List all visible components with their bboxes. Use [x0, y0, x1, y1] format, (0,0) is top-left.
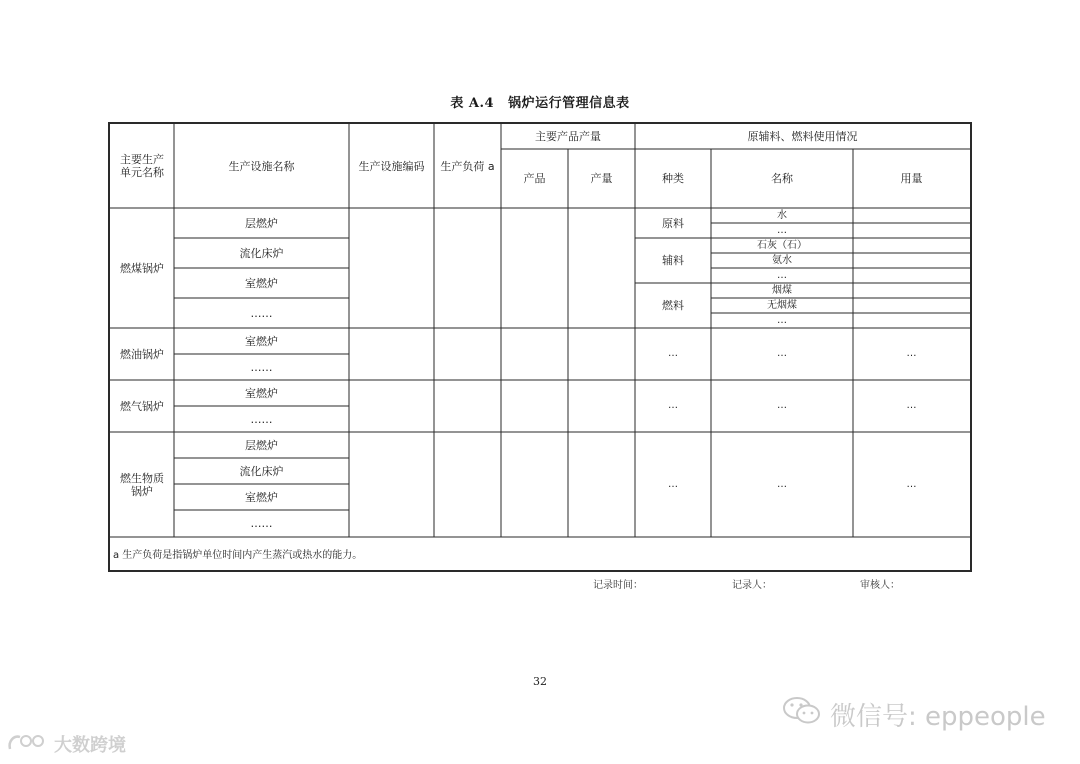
header-facility-name: 生产设施名称 — [228, 159, 295, 173]
table-title-text: 锅炉运行管理信息表 — [508, 96, 630, 111]
page-number: 32 — [533, 675, 547, 688]
wechat-watermark — [782, 696, 1072, 732]
unit-coal-boiler: 燃煤锅炉 — [120, 261, 164, 275]
facility-cell: 层燃炉 — [245, 438, 278, 452]
ellipsis-cell: … — [906, 478, 917, 490]
facility-cell: …… — [250, 360, 273, 374]
header-amount: 用量 — [900, 172, 923, 185]
facility-cell: 室燃炉 — [245, 386, 278, 400]
header-load: 生产负荷 a — [440, 159, 495, 173]
unit-biomass-boiler: 燃生物质锅炉 — [120, 471, 164, 498]
category-aux: 辅料 — [662, 254, 684, 267]
ellipsis-cell: … — [906, 348, 917, 359]
facility-cell: 室燃炉 — [245, 490, 278, 504]
material-name: 水 — [777, 209, 787, 221]
material-name: 无烟煤 — [767, 299, 797, 311]
material-name: … — [777, 224, 787, 236]
material-name: 氨水 — [772, 254, 792, 266]
recorder-label: 记录人： — [732, 580, 772, 591]
facility-cell: …… — [250, 412, 273, 426]
ellipsis-cell: … — [777, 348, 787, 359]
facility-cell: …… — [250, 306, 273, 320]
unit-oil-boiler: 燃油锅炉 — [120, 347, 164, 361]
wechat-icon — [782, 695, 822, 734]
material-name: 烟煤 — [772, 284, 792, 296]
ellipsis-cell: … — [906, 400, 917, 411]
table-title — [0, 92, 1080, 111]
header-category: 种类 — [662, 172, 684, 185]
table-number: 表 A.4 — [450, 96, 495, 111]
facility-cell: …… — [250, 517, 273, 530]
brand-name: 大数跨境 — [54, 735, 126, 756]
ellipsis-cell: … — [668, 348, 678, 359]
record-time-label: 记录时间： — [593, 580, 643, 591]
header-name: 名称 — [771, 172, 793, 185]
header-unit-name: 主要生产单元名称 — [120, 153, 164, 179]
ellipsis-cell: … — [777, 478, 787, 490]
header-product-group: 主要产品产量 — [535, 130, 601, 143]
material-name: … — [777, 314, 787, 326]
reviewer-label: 审核人： — [860, 580, 900, 591]
ellipsis-cell: … — [668, 478, 678, 490]
unit-gas-boiler: 燃气锅炉 — [120, 399, 164, 413]
brand-watermark — [6, 731, 126, 757]
material-name: … — [777, 269, 787, 281]
facility-cell: 室燃炉 — [245, 276, 278, 290]
table-footnote: a 生产负荷是指锅炉单位时间内产生蒸汽或热水的能力。 — [113, 549, 363, 561]
ellipsis-cell: … — [777, 400, 787, 411]
header-facility-code: 生产设施编码 — [358, 159, 425, 173]
facility-cell: 室燃炉 — [245, 334, 278, 348]
category-raw: 原料 — [662, 216, 684, 230]
facility-cell: 流化床炉 — [239, 464, 284, 478]
header-product: 产品 — [523, 172, 546, 185]
material-name: 石灰（石） — [757, 239, 807, 251]
brand-logo-icon — [6, 731, 50, 758]
header-material-group: 原辅料、燃料使用情况 — [747, 130, 858, 143]
ellipsis-cell: … — [668, 400, 678, 411]
header-output: 产量 — [590, 172, 613, 185]
category-fuel: 燃料 — [662, 299, 684, 312]
facility-cell: 流化床炉 — [239, 246, 284, 260]
facility-cell: 层燃炉 — [245, 216, 278, 230]
wechat-id: 微信号: eppeople — [830, 701, 1046, 732]
